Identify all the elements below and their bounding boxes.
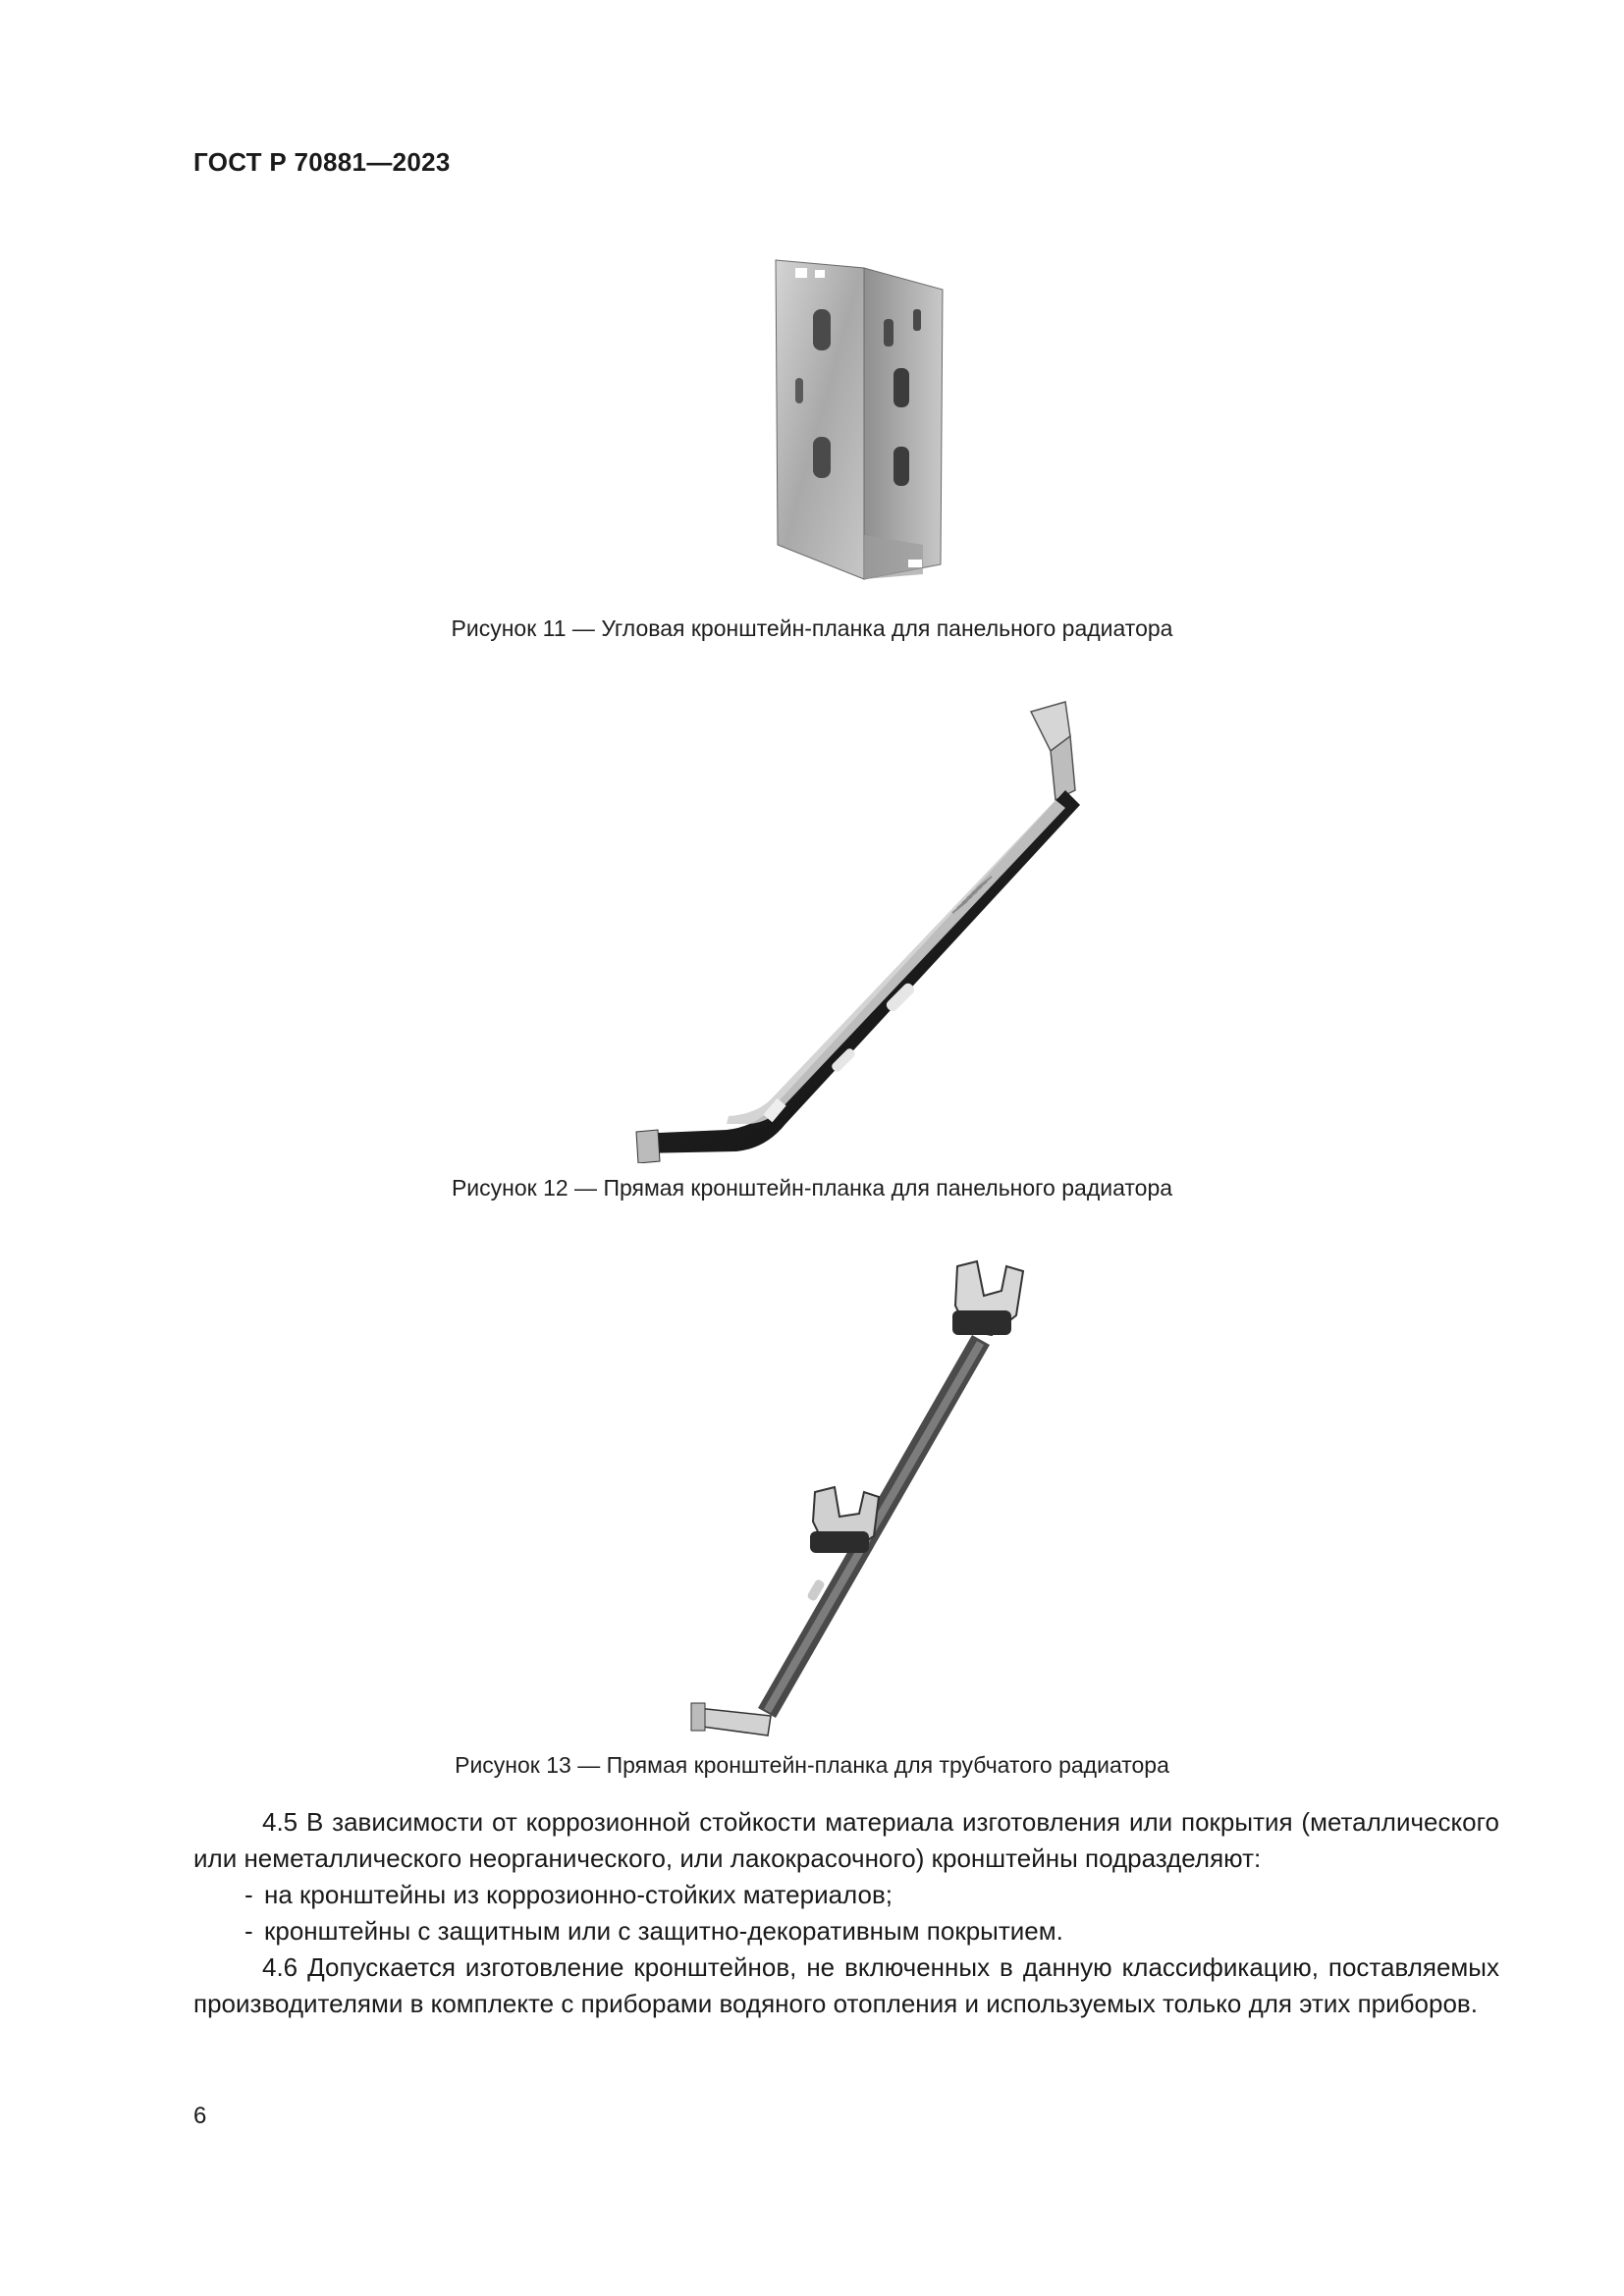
body-text xyxy=(193,1804,1499,2022)
list-marker: - xyxy=(244,1916,253,1946)
straight-bracket-tubular-photo xyxy=(677,1256,1041,1747)
figure-11-caption: Рисунок 11 — Угловая кронштейн-планка для панельного радиатора xyxy=(451,615,1173,641)
figure-12-caption: Рисунок 12 — Прямая кронштейн-планка для панельного радиатора xyxy=(451,1175,1173,1201)
list-item-text: на кронштейны из коррозионно-стойких материалов; xyxy=(264,1880,893,1909)
document-header: ГОСТ Р 70881—2023 xyxy=(193,147,451,177)
straight-bracket-panel-photo xyxy=(619,692,1090,1163)
list-marker: - xyxy=(244,1880,253,1909)
clause-4-6: 4.6 Допускается изготовление кронштейнов, не включенных в данную классификацию, поставляемых производителями в комплекте с приборами водяного отопления и используемых только для этих приборов. xyxy=(193,1952,1499,2018)
list-item-text: кронштейны с защитным или с защитно-декоративным покрытием. xyxy=(264,1916,1063,1946)
page-number: 6 xyxy=(193,2103,207,2129)
list-item xyxy=(193,1877,1499,1913)
clause-4-5: 4.5 В зависимости от коррозионной стойкости материала изготовления или покрытия (металлического или неметаллического неорганического, или лакокрасочного) кронштейны подразделяют: xyxy=(193,1807,1499,1873)
figure-13-caption: Рисунок 13 — Прямая кронштейн-планка для трубчатого радиатора xyxy=(455,1752,1169,1778)
list-item xyxy=(193,1913,1499,1949)
angle-bracket-photo xyxy=(756,250,962,584)
